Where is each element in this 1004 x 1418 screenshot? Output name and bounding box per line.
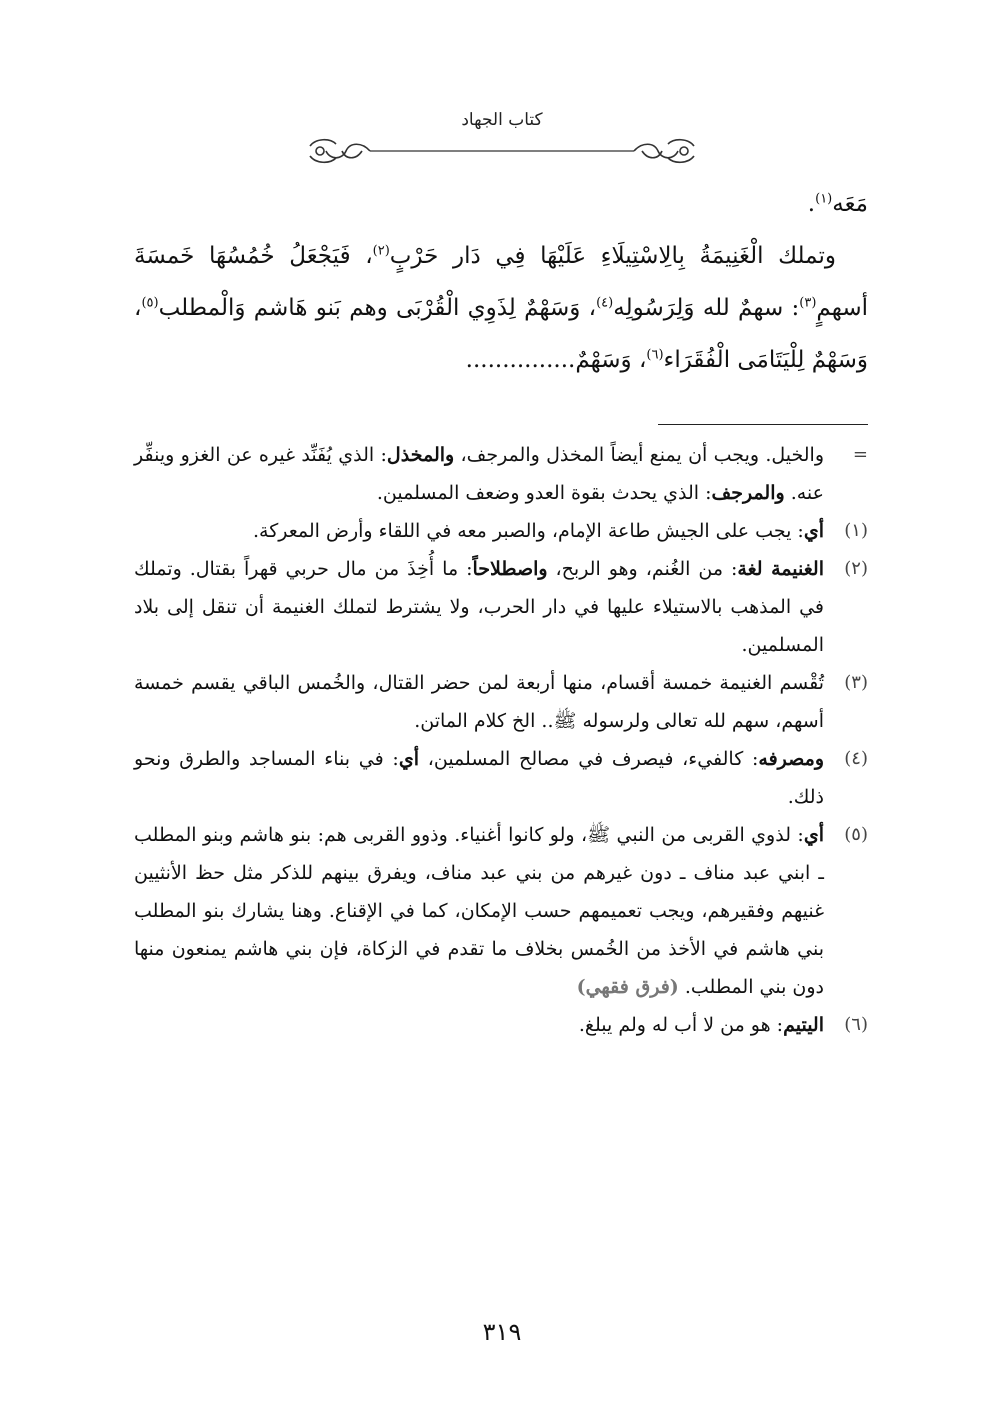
footnote-4 [134, 740, 868, 816]
footnote-1 [134, 512, 868, 550]
footnote-term: واصطلاحاً [472, 558, 548, 580]
footnote-text: : كالفيء، فيصرف في مصالح المسلمين، [427, 748, 759, 770]
footnote-number: (١) [844, 520, 868, 541]
footnote-term: والمرجف [711, 482, 785, 504]
footnote-number: (٣) [844, 672, 868, 693]
footnote-text: والخيل. ويجب أن يمنع أيضاً المخذل والمرجف، [460, 444, 825, 466]
footnote-number: (٥) [844, 824, 868, 845]
footnote-text: : هو من لا أب له ولم يبلغ. [578, 1014, 784, 1036]
footnote-number: (٦) [844, 1014, 868, 1035]
fiqh-difference-tag: (فرق فقهي) [576, 976, 679, 998]
main-text-fragment: مَعَه [832, 191, 868, 217]
footnote-text: : من الغُنم، وهو الربح، [555, 558, 738, 580]
footnote-text: : الذي يحدث بقوة العدو وضعف المسلمين. [376, 482, 712, 504]
header-ornament-icon [302, 134, 702, 168]
header-title: كتاب الجهاد [461, 110, 543, 130]
footnote-text: : يجب على الجيش طاعة الإمام، والصبر معه في اللقاء وأرض المعركة. [252, 520, 804, 542]
footnote-term: والمخذل [386, 444, 455, 466]
footnote-term: ومصرفه [758, 748, 824, 770]
footnote-6 [134, 1006, 868, 1044]
footnote-ref: (٣) [799, 295, 817, 311]
main-paragraph [134, 230, 868, 386]
footnote-term: اليتيم [783, 1014, 824, 1036]
footnote-ref: (١) [815, 191, 833, 207]
footnote-term: أي [398, 748, 419, 770]
main-line-continuation [134, 178, 868, 230]
main-text-fragment: . [807, 191, 816, 217]
footnote-3 [134, 664, 868, 740]
footnote-term: أي [803, 520, 824, 542]
footnote-text: : ما أُخِذَ من مال حربي قهراً بقتال. وتملك في المذهب بالاستيلاء عليها في دار الحرب، ولا يشترط لتملك الغنيمة أن تنقل إلى بلاد المسلمين. [134, 558, 824, 656]
main-text-fragment: ، وَسَهْمٌ لِلْيَتَامَى الْفُقَرَاء [134, 295, 868, 373]
footnote-ref: (٢) [372, 243, 390, 259]
footnote-number: (٢) [844, 558, 868, 579]
footnote-continuation [134, 436, 868, 512]
main-text-fragment: : سهمٌ لله وَلِرَسُولِه [613, 295, 800, 321]
footnote-5 [134, 816, 868, 1006]
continuation-marker: = [852, 444, 868, 465]
main-text [134, 178, 868, 386]
main-text-fragment: ، فَيَجْعَلُ خُمُسُهَا خَمسَةَ أسهمٍ [134, 243, 868, 321]
continuation-dots: ............... [465, 347, 576, 373]
footnote-term: الغنيمة لغة [737, 558, 824, 580]
footnote-text: : في بناء المساجد والطرق ونحو ذلك. [134, 748, 824, 808]
footnote-2 [134, 550, 868, 664]
footnote-ref: (٥) [141, 295, 159, 311]
footnotes [134, 436, 868, 1044]
footnote-text: : الذي يُفَنِّد غيره عن الغزو وينفِّر عنه. [134, 444, 824, 504]
running-header [0, 110, 1004, 168]
main-text-fragment: وتملك الْغَنِيمَةُ بِالِاسْتِيلَاءِ عَلَيْهَا فِي دَار حَرْبٍ [389, 243, 836, 269]
page-number: ٣١٩ [482, 1318, 522, 1346]
footnote-ref: (٦) [646, 347, 664, 363]
footnote-separator [658, 424, 868, 425]
main-text-fragment: ، وَسَهْمٌ [575, 347, 647, 373]
footnote-ref: (٤) [596, 295, 614, 311]
main-text-fragment: ، وَسَهْمٌ لِذَوِي الْقُرْبَى وهم بَنو هَاشم وَالْمطلب [158, 295, 597, 321]
footnote-text: : لذوي القربى من النبي ﷺ، ولو كانوا أغنياء. وذوو القربى هم: بنو هاشم وبنو المطلب ـ ابني عبد مناف ـ دون غيرهم من بني عبد مناف، ويفرق بينهم للذكر مثل حظ الأنثيين غنيهم وفقيرهم، ويجب تعميمهم حسب الإمكان، كما في الإقناع. وهنا يشارك بنو المطلب بني هاشم في الأخذ من الخُمس بخلاف ما تقدم في الزكاة، فإن بني هاشم يمنعون منها دون بني المطلب. [134, 824, 824, 998]
footnote-text: تُقْسم الغنيمة خمسة أقسام، منها أربعة لمن حضر القتال، والخُمس الباقي يقسم خمسة أسهم، سهم لله تعالى ولرسوله ﷺ.. الخ كلام الماتن. [134, 672, 824, 732]
footnote-number: (٤) [844, 748, 868, 769]
footnote-term: أي [803, 824, 824, 846]
